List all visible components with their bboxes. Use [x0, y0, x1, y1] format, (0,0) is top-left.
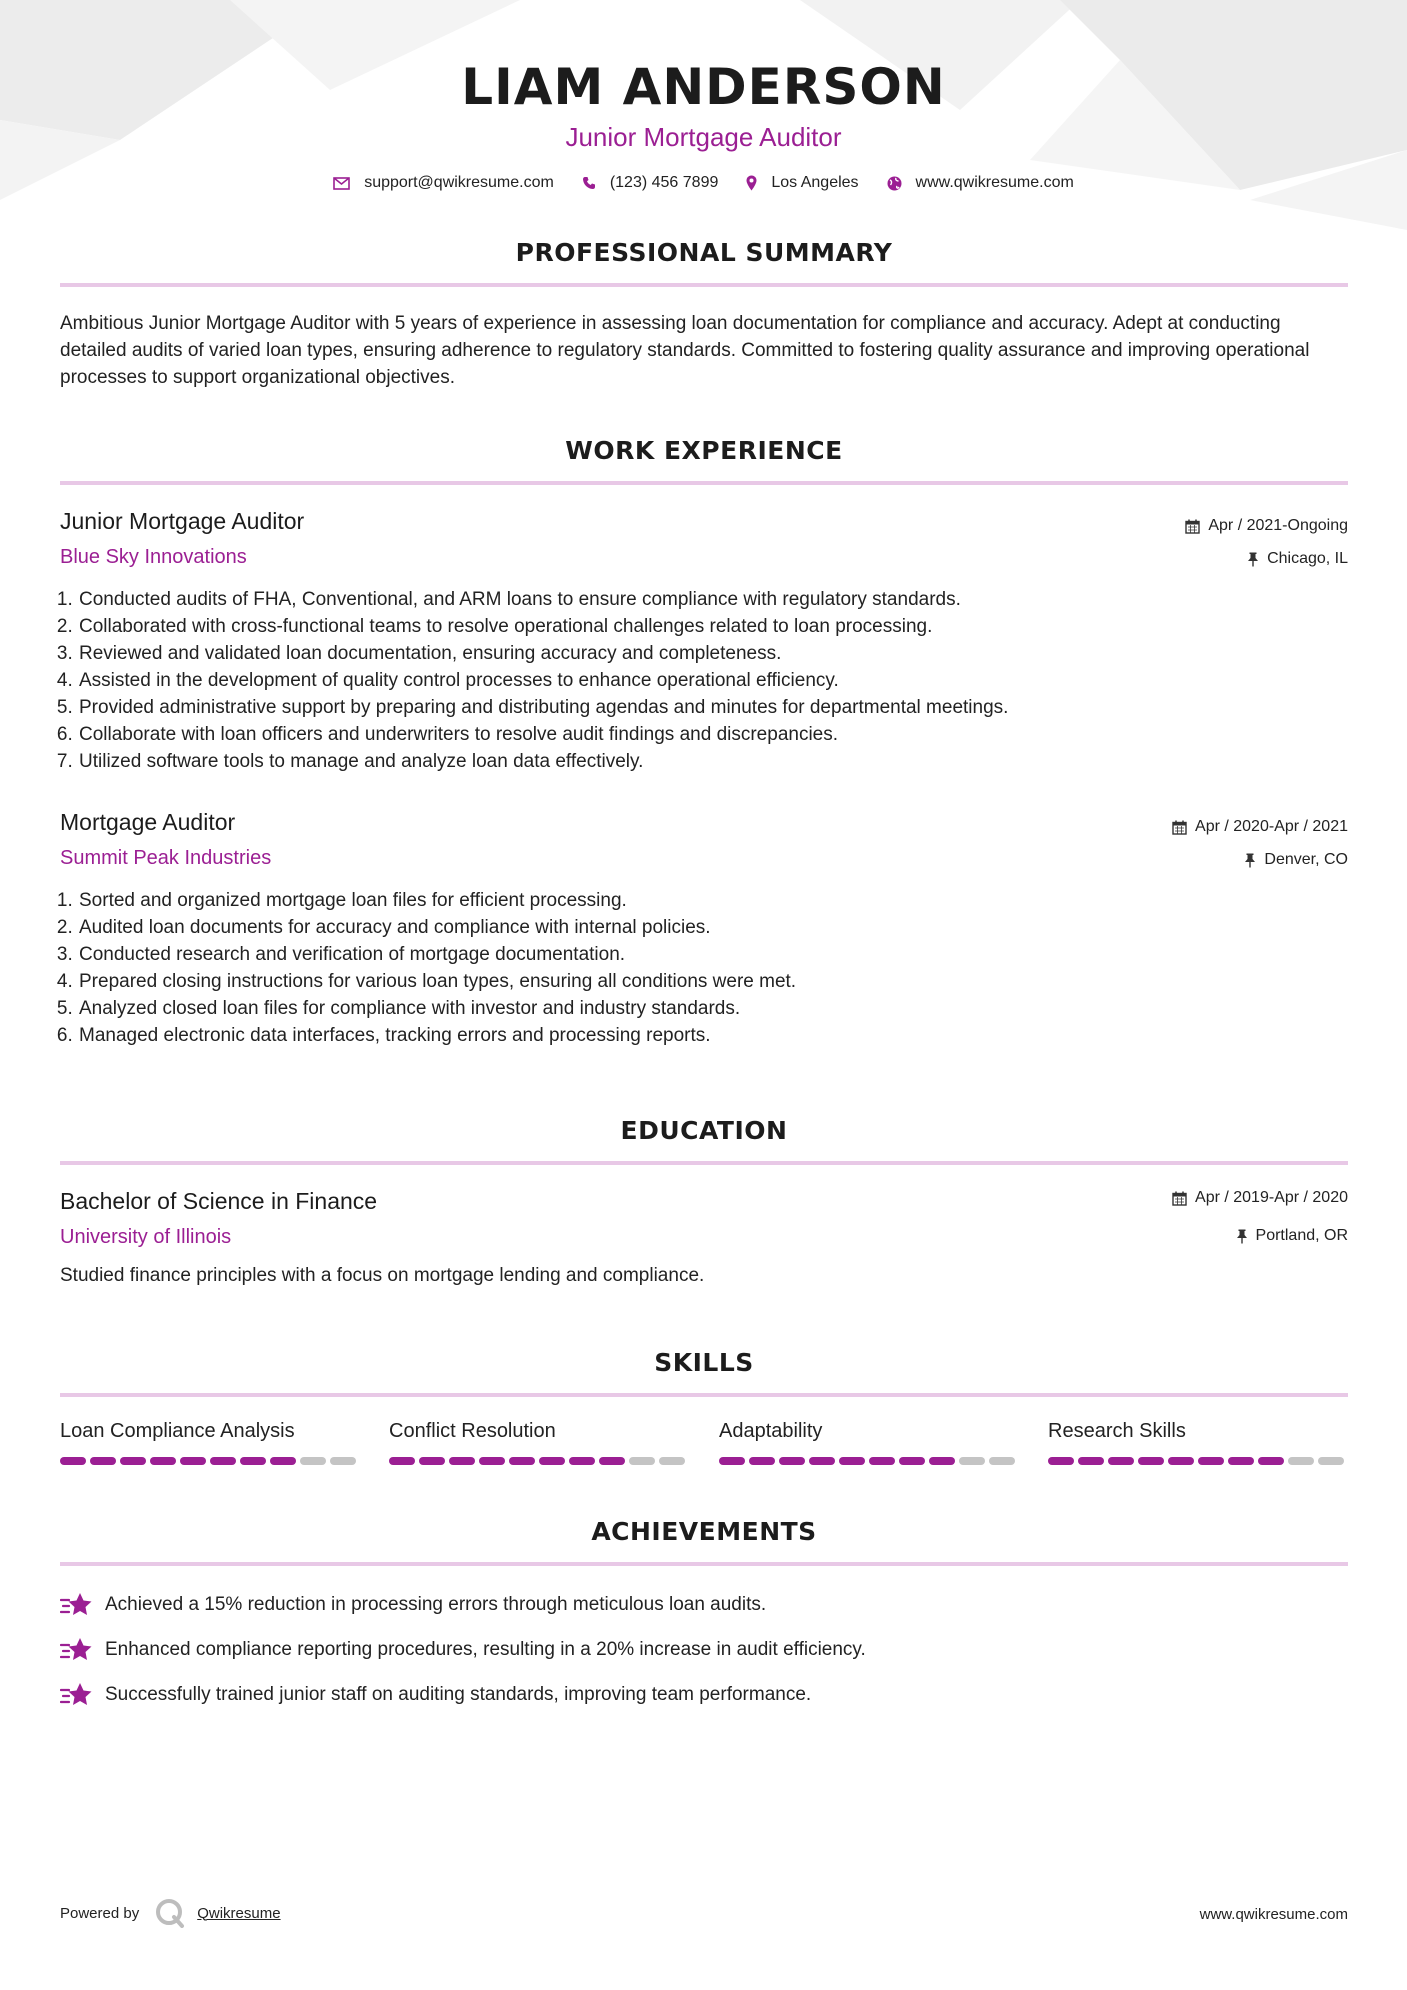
education-location	[1236, 1227, 1348, 1245]
skill-segment-filled	[270, 1457, 296, 1465]
achievements-heading: ACHIEVEMENTS	[591, 1517, 817, 1546]
calendar-icon	[1172, 1191, 1187, 1206]
contact-location-text: Los Angeles	[771, 174, 859, 191]
candidate-name: LIAM ANDERSON	[461, 58, 946, 116]
job-bullets	[60, 887, 1338, 1049]
skill-segment-filled	[210, 1457, 236, 1465]
skill-name: Research Skills	[1048, 1420, 1186, 1442]
powered-by-label: Powered by	[60, 1904, 140, 1922]
skill-segment-filled	[1048, 1457, 1074, 1465]
education-heading: EDUCATION	[620, 1116, 788, 1145]
star-icon	[60, 1637, 93, 1663]
job-title: Junior Mortgage Auditor	[60, 508, 305, 534]
contact-email[interactable]	[333, 174, 554, 192]
skill-segment-filled	[180, 1457, 206, 1465]
skill-segment-empty	[659, 1457, 685, 1465]
job-dates	[1185, 517, 1348, 535]
skill-name: Adaptability	[719, 1420, 823, 1442]
job-bullets	[60, 586, 1338, 775]
job-bullet: 1. Sorted and organized mortgage loan files for efficient processing.	[78, 887, 1338, 914]
summary-divider	[60, 283, 1348, 287]
phone-icon	[582, 176, 596, 190]
job-bullet: 2. Collaborated with cross-functional teams to resolve operational challenges related to loan processing.	[78, 613, 1338, 640]
skill-level-bar	[60, 1457, 360, 1465]
skill-segment-filled	[389, 1457, 415, 1465]
skill-item	[1048, 1420, 1348, 1465]
pushpin-icon	[1244, 853, 1256, 868]
skill-segment-filled	[419, 1457, 445, 1465]
skill-segment-filled	[150, 1457, 176, 1465]
skill-segment-filled	[1108, 1457, 1134, 1465]
skill-segment-filled	[479, 1457, 505, 1465]
skill-segment-empty	[959, 1457, 985, 1465]
achievement-item	[60, 1637, 1260, 1663]
skill-segment-empty	[330, 1457, 356, 1465]
education-degree: Bachelor of Science in Finance	[60, 1188, 378, 1214]
globe-icon	[887, 176, 902, 191]
skill-segment-filled	[240, 1457, 266, 1465]
skill-segment-filled	[809, 1457, 835, 1465]
contact-email-text: support@qwikresume.com	[364, 174, 554, 191]
skill-segment-filled	[120, 1457, 146, 1465]
job-bullet: 7. Utilized software tools to manage and analyze loan data effectively.	[78, 748, 1338, 775]
footer-website-link[interactable]: www.qwikresume.com	[1199, 1906, 1348, 1923]
skill-segment-filled	[839, 1457, 865, 1465]
skill-item	[389, 1420, 689, 1465]
skill-segment-empty	[989, 1457, 1015, 1465]
job-bullet: 6. Managed electronic data interfaces, tracking errors and processing reports.	[78, 1022, 1338, 1049]
job-location	[1247, 550, 1348, 568]
skill-segment-filled	[719, 1457, 745, 1465]
job-company: Blue Sky Innovations	[60, 546, 247, 568]
map-pin-icon	[746, 175, 757, 191]
contact-location	[746, 174, 858, 192]
qwikresume-logo-icon	[155, 1898, 185, 1928]
skill-segment-filled	[1228, 1457, 1254, 1465]
skill-segment-empty	[1288, 1457, 1314, 1465]
skill-name: Conflict Resolution	[389, 1420, 556, 1442]
star-icon	[60, 1592, 93, 1618]
experience-heading: WORK EXPERIENCE	[565, 436, 843, 465]
skill-segment-empty	[300, 1457, 326, 1465]
skill-segment-filled	[599, 1457, 625, 1465]
job-bullet: 5. Provided administrative support by preparing and distributing agendas and minutes for departmental meetings.	[78, 694, 1338, 721]
skill-item	[719, 1420, 1019, 1465]
calendar-icon	[1185, 519, 1200, 534]
education-school: University of Illinois	[60, 1226, 232, 1248]
job-bullet: 5. Analyzed closed loan files for compliance with investor and industry standards.	[78, 995, 1338, 1022]
skill-name: Loan Compliance Analysis	[60, 1420, 295, 1442]
skill-segment-filled	[749, 1457, 775, 1465]
job-company: Summit Peak Industries	[60, 847, 272, 869]
job-location	[1244, 851, 1348, 869]
achievement-item	[60, 1682, 1260, 1708]
achievements-divider	[60, 1562, 1348, 1566]
skill-item	[60, 1420, 360, 1465]
job-dates	[1172, 818, 1348, 836]
skill-segment-filled	[449, 1457, 475, 1465]
education-dates	[1172, 1189, 1348, 1207]
skills-divider	[60, 1393, 1348, 1397]
skill-segment-empty	[629, 1457, 655, 1465]
job-bullet: 1. Conducted audits of FHA, Conventional, and ARM loans to ensure compliance with regulatory standards.	[78, 586, 1338, 613]
skill-segment-filled	[539, 1457, 565, 1465]
education-divider	[60, 1161, 1348, 1165]
contact-phone[interactable]	[582, 174, 719, 192]
achievement-text: Enhanced compliance reporting procedures, resulting in a 20% increase in audit efficiency.	[105, 1639, 866, 1660]
job-bullet: 3. Conducted research and verification of mortgage documentation.	[78, 941, 1338, 968]
footer-powered-by	[60, 1898, 281, 1928]
skill-segment-filled	[509, 1457, 535, 1465]
job-bullet: 6. Collaborate with loan officers and underwriters to resolve audit findings and discrepancies.	[78, 721, 1338, 748]
education-dates-text: Apr / 2019-Apr / 2020	[1195, 1189, 1348, 1206]
skill-segment-empty	[1318, 1457, 1344, 1465]
education-location-text: Portland, OR	[1255, 1227, 1348, 1244]
experience-divider	[60, 481, 1348, 485]
skill-segment-filled	[1258, 1457, 1284, 1465]
job-title: Mortgage Auditor	[60, 809, 236, 835]
skill-segment-filled	[1138, 1457, 1164, 1465]
skill-segment-filled	[1198, 1457, 1224, 1465]
job-bullet: 4. Prepared closing instructions for various loan types, ensuring all conditions were met.	[78, 968, 1338, 995]
skill-level-bar	[1048, 1457, 1348, 1465]
job-location-text: Denver, CO	[1264, 851, 1348, 868]
skill-level-bar	[719, 1457, 1019, 1465]
job-bullet: 4. Assisted in the development of quality control processes to enhance operational efficiency.	[78, 667, 1338, 694]
skill-segment-filled	[899, 1457, 925, 1465]
skills-heading: SKILLS	[654, 1348, 754, 1377]
summary-heading: PROFESSIONAL SUMMARY	[515, 238, 893, 267]
contact-bar	[0, 174, 1407, 192]
calendar-icon	[1172, 820, 1187, 835]
skill-segment-filled	[869, 1457, 895, 1465]
contact-website[interactable]	[887, 174, 1074, 192]
achievement-item	[60, 1592, 1260, 1618]
candidate-role: Junior Mortgage Auditor	[565, 122, 842, 152]
skill-segment-filled	[1078, 1457, 1104, 1465]
job-dates-text: Apr / 2021-Ongoing	[1208, 517, 1348, 534]
envelope-icon	[333, 177, 350, 190]
achievement-text: Successfully trained junior staff on auditing standards, improving team performance.	[105, 1684, 812, 1705]
job-bullet: 3. Reviewed and validated loan documentation, ensuring accuracy and completeness.	[78, 640, 1338, 667]
skill-segment-filled	[929, 1457, 955, 1465]
skill-level-bar	[389, 1457, 689, 1465]
achievement-text: Achieved a 15% reduction in processing errors through meticulous loan audits.	[105, 1594, 767, 1615]
job-bullet: 2. Audited loan documents for accuracy and compliance with internal policies.	[78, 914, 1338, 941]
skill-segment-filled	[779, 1457, 805, 1465]
qwikresume-link[interactable]: Qwikresume	[197, 1904, 281, 1922]
skill-segment-filled	[60, 1457, 86, 1465]
summary-text: Ambitious Junior Mortgage Auditor with 5 years of experience in assessing loan documentation for compliance and accuracy. Adept at conducting detailed audits of varied loan types, ensuring adherence to regulatory standards. Committed to fostering quality assurance and improving operational processes to support organizational objectives.	[60, 313, 1310, 388]
pushpin-icon	[1247, 552, 1259, 567]
contact-website-text: www.qwikresume.com	[915, 174, 1074, 191]
skill-segment-filled	[90, 1457, 116, 1465]
job-dates-text: Apr / 2020-Apr / 2021	[1195, 818, 1348, 835]
job-location-text: Chicago, IL	[1267, 550, 1348, 567]
pushpin-icon	[1236, 1229, 1248, 1244]
skill-segment-filled	[569, 1457, 595, 1465]
education-description: Studied finance principles with a focus on mortgage lending and compliance.	[60, 1265, 705, 1286]
star-icon	[60, 1682, 93, 1708]
skill-segment-filled	[1168, 1457, 1194, 1465]
contact-phone-text: (123) 456 7899	[609, 174, 719, 191]
